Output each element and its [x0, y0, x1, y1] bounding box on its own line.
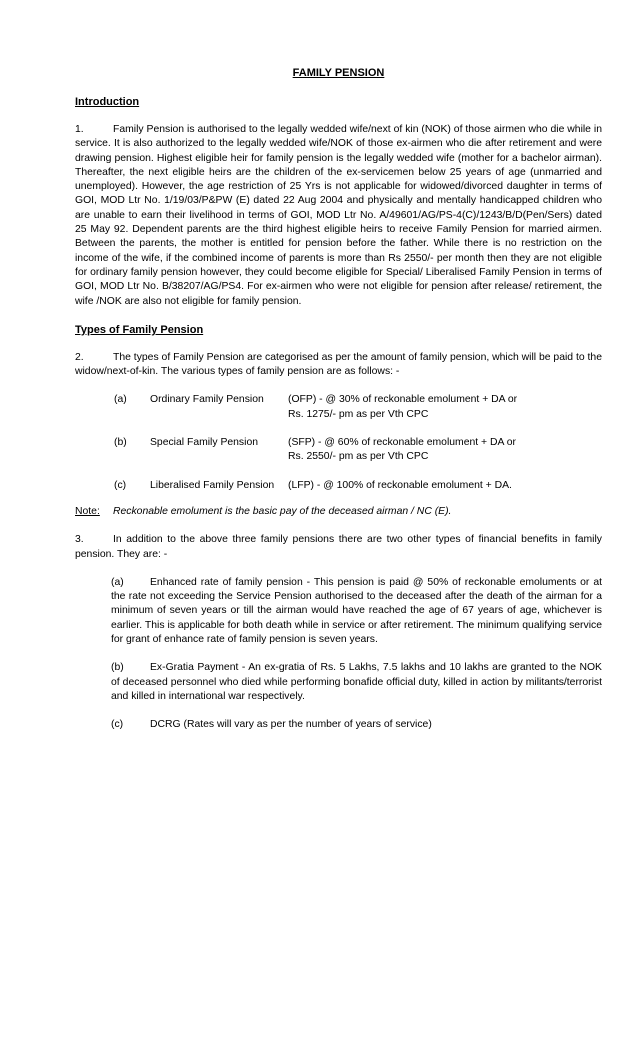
pension-type-label: (a)	[114, 394, 127, 406]
pension-type-label: (c)	[114, 479, 127, 491]
introduction-heading: Introduction	[75, 96, 140, 108]
note	[75, 505, 602, 519]
benefit-label: (b)	[111, 662, 124, 674]
benefit-label: (c)	[111, 719, 124, 731]
benefit-label: (a)	[111, 576, 124, 588]
paragraph-1-text: Family Pension is authorised to the legally wedded wife/next of kin (NOK) of those airmen who die while in service. It is also authorized to the legally wedded wife/NOK of those ex-airmen who die after retirement and were drawing pension. Highest eligible heir for family pension is the legally wedded wife (mother for a bachelor airman). Thereafter, the next eligible heirs are the children of the ex-servicemen below 25 years of age (unmarried and unemployed). However, the age restriction of 25 Yrs is not applicable for widowed/divorced daughter in terms of GOI, MOD Ltr No. 1/19/03/P&PW (E) dated 22 Aug 2004 and physically and mentally handicapped children who are unable to earn their livelihood in terms of GOI, MOD Ltr No. A/49601/AG/PS-4(C)/1243/B/D(Pen/Sers) dated 25 May 92. Dependent parents are the third highest eligible heirs to receive Family Pension for married airmen. Between the parents, the mother is entitled for pension before the father. While there is no restriction on the income of the wife, if the combined income of parents is more than Rs 2550/- per month then they are not eligible for ordinary family pension however, they could become eligible for Special/ Liberalised Family Pension in terms of GOI, MOD Ltr No. B/38207/AG/PS4. For ex-airmen who were not eligible for pension after release/ retirement, the wife /NOK are also not eligible for family pension.	[75, 124, 602, 307]
pension-type-item	[114, 436, 602, 465]
pension-type-label: (b)	[114, 437, 127, 449]
paragraph-1	[75, 123, 602, 309]
pension-type-name: Ordinary Family Pension	[150, 394, 264, 406]
pension-type-desc-line1: (OFP) - @ 30% of reckonable emolument + DA or	[288, 394, 518, 406]
pension-type-name: Liberalised Family Pension	[150, 479, 275, 491]
note-label: Note:	[75, 505, 100, 517]
pension-types-list	[114, 393, 602, 492]
pension-type-desc	[288, 479, 602, 493]
benefit-item	[111, 718, 602, 732]
paragraph-3-number: 3.	[75, 534, 84, 546]
page-title: FAMILY PENSION	[292, 67, 385, 79]
pension-type-item	[114, 479, 602, 493]
pension-type-desc	[288, 436, 602, 465]
paragraph-1-number: 1.	[75, 124, 84, 135]
benefit-text: Enhanced rate of family pension - This pension is paid @ 50% of reckonable emoluments or at the rate not exceeding the Service Pension authorised to the deceased after the death of the airman for a minimum of seven years or till the airman would have reached the age of 67 years of age, whichever is earlier. This is applicable for both death while in service or after retirement. The minimum qualifying service for grant of enhance rate of family pension is seven years.	[111, 576, 602, 646]
paragraph-2	[75, 351, 602, 380]
benefit-item	[111, 661, 602, 704]
benefit-text: DCRG (Rates will vary as per the number of years of service)	[150, 719, 432, 731]
note-text: Reckonable emolument is the basic pay of the deceased airman / NC (E).	[113, 505, 452, 517]
types-heading: Types of Family Pension	[75, 323, 204, 336]
paragraph-3	[75, 533, 602, 562]
pension-type-desc-line1: (LFP) - @ 100% of reckonable emolument + DA.	[288, 479, 512, 491]
pension-type-desc	[288, 393, 602, 422]
benefits-list	[111, 576, 602, 733]
benefit-item	[111, 576, 602, 647]
paragraph-2-text: The types of Family Pension are categorised as per the amount of family pension, which will be paid to the widow/next-of-kin. The various types of family pension are as follows: -	[75, 351, 602, 378]
pension-type-desc-line2: Rs. 2550/- pm as per Vth CPC	[288, 451, 429, 463]
pension-type-item	[114, 393, 602, 422]
pension-type-desc-line1: (SFP) - @ 60% of reckonable emolument + DA or	[288, 437, 516, 449]
pension-type-desc-line2: Rs. 1275/- pm as per Vth CPC	[288, 408, 429, 420]
pension-type-name: Special Family Pension	[150, 437, 258, 449]
paragraph-2-number: 2.	[75, 351, 84, 363]
benefit-text: Ex-Gratia Payment - An ex-gratia of Rs. 5 Lakhs, 7.5 lakhs and 10 lakhs are granted to the NOK of deceased personnel who died while performing bonafide official duty, killed in action by militants/terrorist and killed in international war respectively.	[111, 662, 602, 702]
paragraph-3-text: In addition to the above three family pensions there are two other types of financial benefits in family pension. They are: -	[75, 534, 602, 560]
